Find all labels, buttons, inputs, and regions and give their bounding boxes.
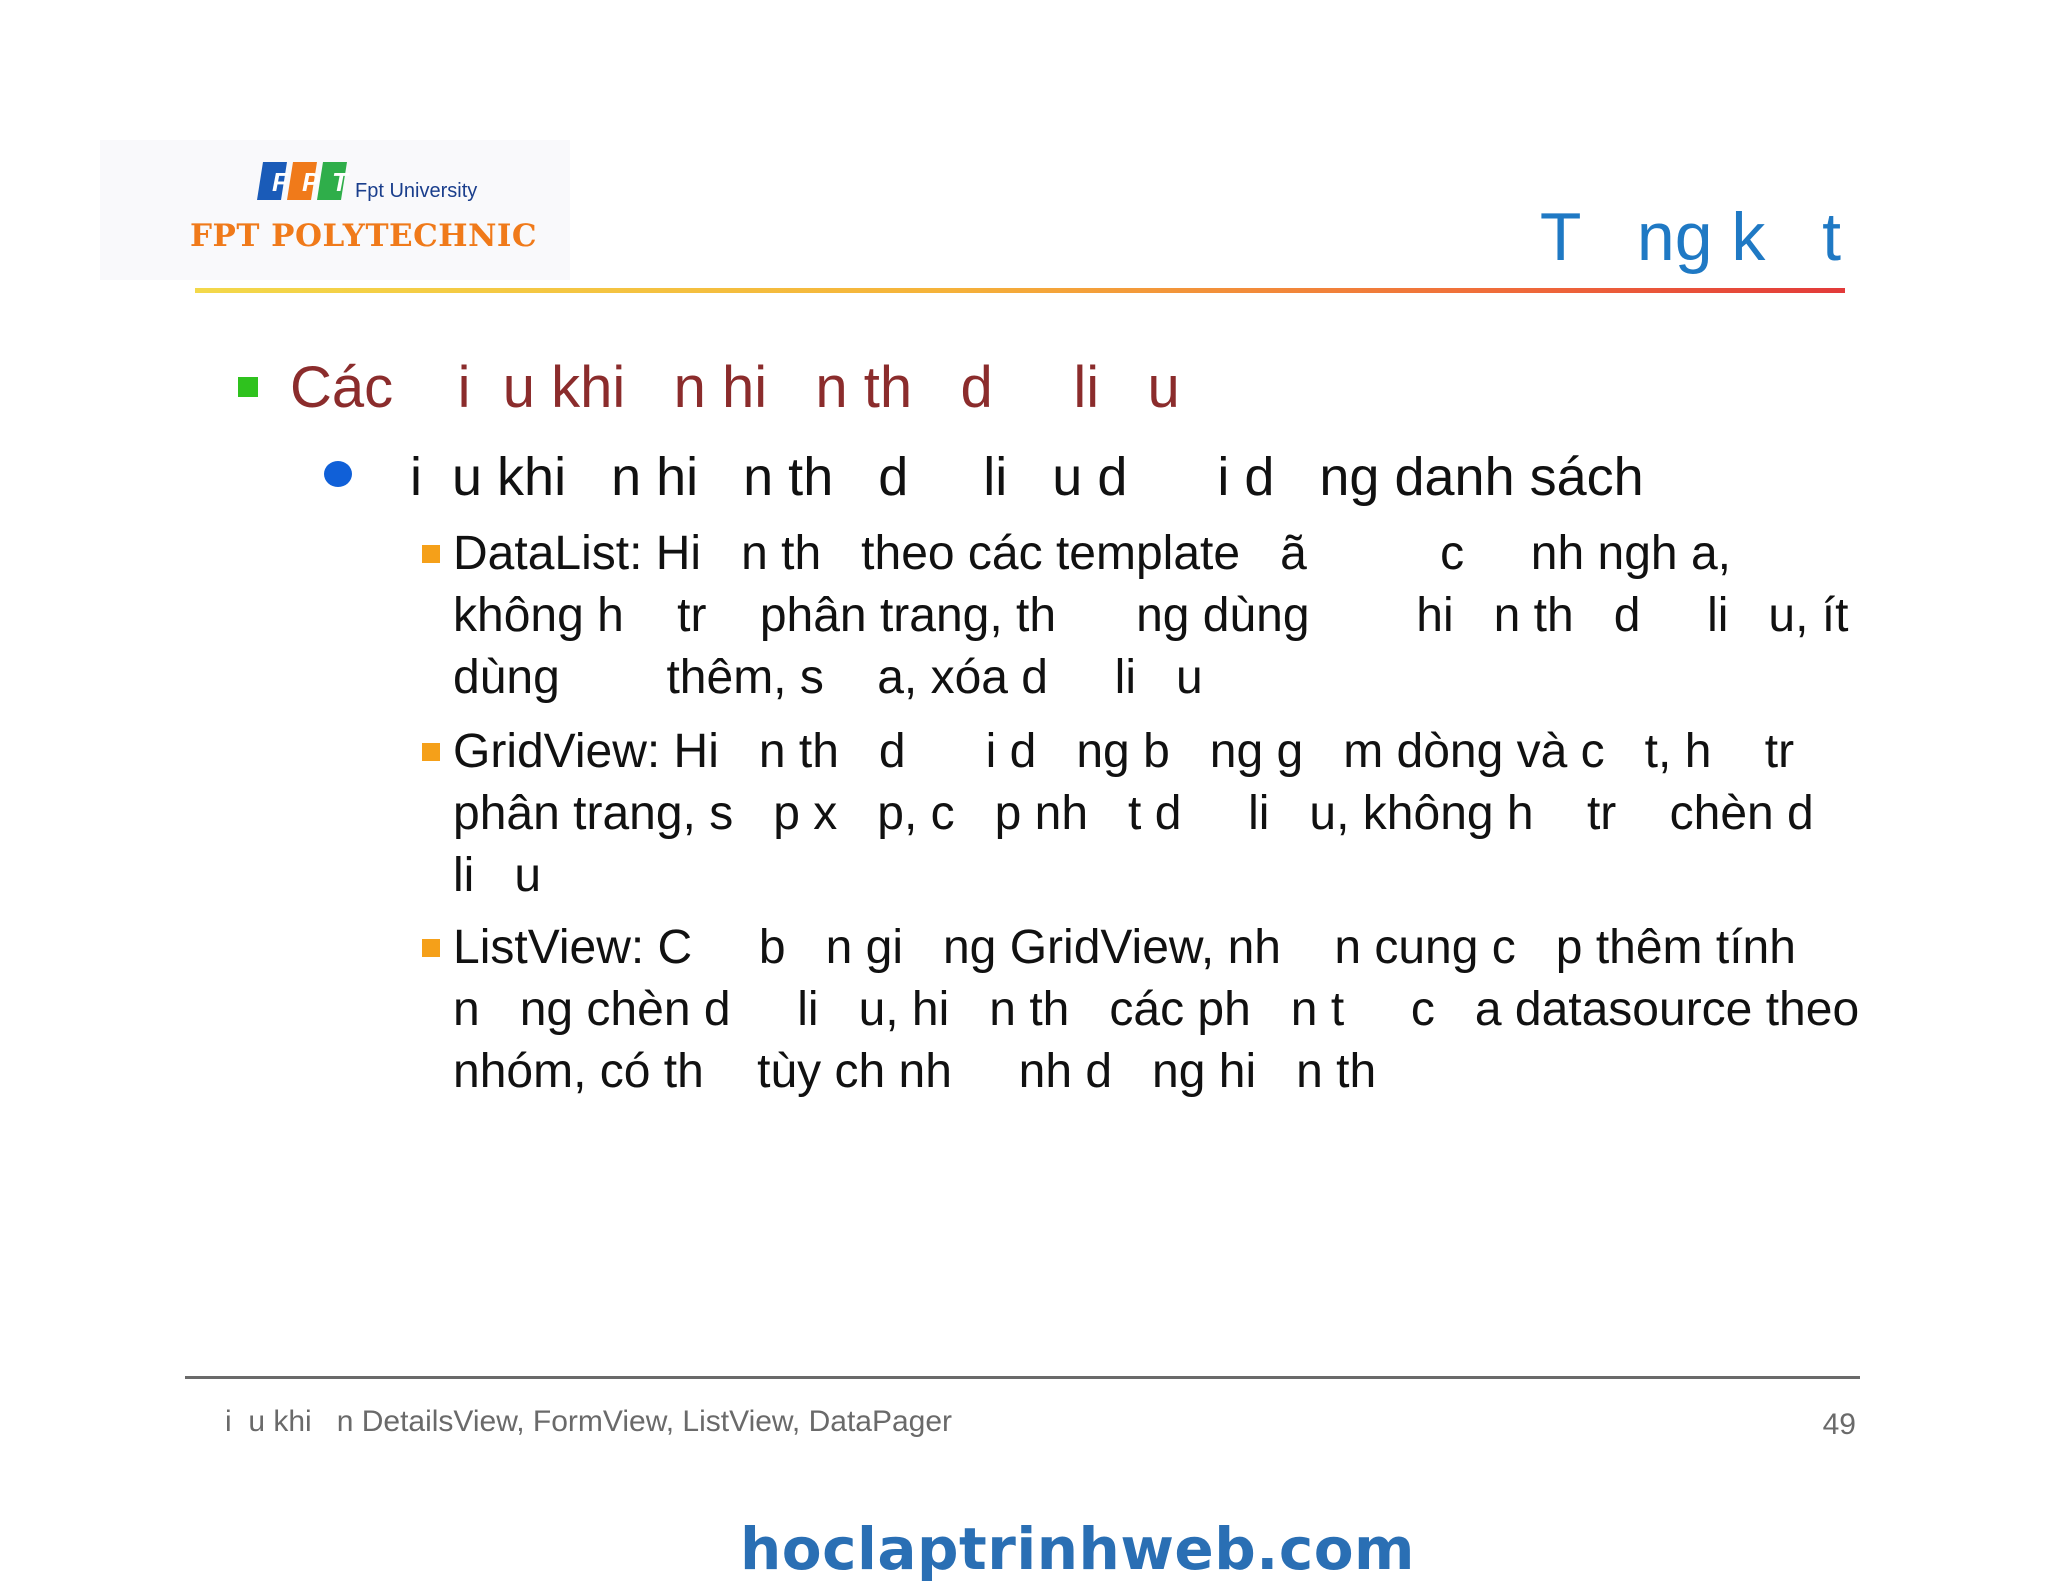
list-item-line: phân trang, s p x p, c p nh t d li u, không h tr chèn d [453, 787, 1814, 840]
list-item-line: ListView: C b n gi ng GridView, nh n cung c p thêm tính [453, 921, 1796, 974]
list-item-line: không h tr phân trang, th ng dùng hi n th d li u, ít [453, 589, 1849, 642]
logo-institution: FPT POLYTECHNIC [190, 218, 538, 254]
list-item-datalist [453, 523, 1853, 709]
slide-title: T ng k t [1539, 199, 1841, 275]
list-item-gridview [453, 721, 1853, 907]
logo-letter-f: F [272, 167, 288, 197]
square-bullet-icon [422, 743, 440, 761]
square-bullet-icon [422, 545, 440, 563]
level1-heading: Các i u khi n hi n th d li u [290, 355, 1180, 420]
watermark: hoclaptrinhweb.com [740, 1515, 1415, 1583]
page-number: 49 [1822, 1408, 1856, 1441]
list-item-listview [453, 917, 1860, 1103]
list-item-line: nhóm, có th tùy ch nh nh d ng hi n th [453, 1045, 1377, 1098]
circle-bullet-icon [324, 461, 352, 487]
list-item-line: DataList: Hi n th theo các template ã c nh ngh a, [453, 527, 1731, 580]
level2-heading: i u khi n hi n th d li u d i d ng danh sách [410, 447, 1644, 507]
logo-letter-p: P [302, 167, 320, 197]
logo-tagline: Fpt University [355, 180, 478, 202]
logo-letter-t: T [332, 167, 348, 197]
footer-caption: i u khi n DetailsView, FormView, ListView, DataPager [225, 1405, 953, 1438]
list-item-line: li u [453, 849, 542, 902]
list-item-line: n ng chèn d li u, hi n th các ph n t c a datasource theo [453, 983, 1860, 1036]
square-bullet-icon [422, 939, 440, 957]
square-bullet-icon [238, 377, 258, 397]
footer-divider [185, 1376, 1860, 1379]
list-item-line: dùng thêm, s a, xóa d li u [453, 651, 1203, 704]
list-item-line: GridView: Hi n th d i d ng b ng g m dòng và c t, h tr [453, 725, 1795, 778]
